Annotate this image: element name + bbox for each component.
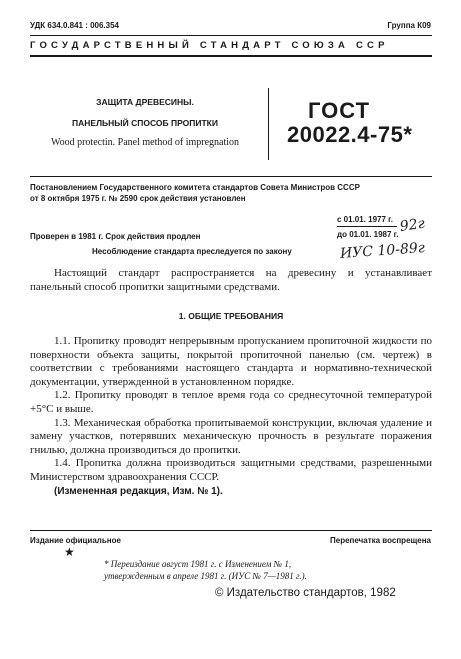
udk-code: УДК 634.0.841 : 006.354	[30, 21, 119, 30]
gost-number: 20022.4-75*	[287, 122, 413, 147]
title-english: Wood protectin. Panel method of impregnation	[50, 137, 240, 148]
section-body	[30, 335, 432, 498]
valid-to: до 01.01. 1987 г.	[337, 230, 399, 239]
footnote	[104, 558, 422, 582]
extended-note: Проверен в 1981 г. Срок действия продлен	[30, 232, 201, 241]
footnote-line-1: * Переиздание август 1981 г. с Изменением № 1,	[104, 559, 292, 569]
valid-from: с 01.01. 1977 г.	[337, 215, 393, 224]
paragraph-1-4: 1.4. Пропитка должна производиться защитными средствами, разрешенными Министерством здравоохранения СССР.	[30, 457, 432, 483]
approval-rule	[30, 176, 432, 177]
official-edition: Издание официальное	[30, 536, 121, 545]
valid-from-underline	[337, 226, 397, 227]
title-line-2: ПАНЕЛЬНЫЙ СПОСОБ ПРОПИТКИ	[72, 118, 218, 128]
intro-paragraph	[30, 267, 432, 294]
section-title: 1. ОБЩИЕ ТРЕБОВАНИЯ	[178, 311, 284, 321]
intro-text: Настоящий стандарт распространяется на древесину и устанавливает панельный способ пропитки защитными средствами.	[30, 267, 432, 293]
title-line-1: ЗАЩИТА ДРЕВЕСИНЫ.	[96, 97, 194, 107]
handwritten-year: 92г	[398, 215, 426, 235]
handwritten-note: ИУС 10-89г	[339, 240, 426, 262]
paragraph-1-1: 1.1. Пропитку проводят непрерывным пропусканием пропиточной жидкости по поверхности объекта защиты, покрытой пропиточной панелью (см. чертеж) в соответствии с требованиями настоящего стандарта и нормативно-технической документации, утвержденной в установленном порядке.	[30, 335, 432, 388]
paragraph-1-3: 1.3. Механическая обработка пропитываемой конструкции, включая удаление и замену участков, потерявших механическую прочность в результате поражения гнилью, должна производиться до пропитки.	[30, 416, 432, 456]
gost-label: ГОСТ	[308, 98, 371, 123]
approval-line-2: от 8 октября 1975 г. № 2590 срок действия установлен	[30, 194, 246, 203]
reprint-prohibited: Перепечатка воспрещена	[330, 536, 431, 545]
penalty-note: Несоблюдение стандарта преследуется по закону	[92, 247, 292, 256]
header-rule-top	[30, 35, 432, 36]
title-divider	[268, 88, 269, 160]
star-icon: ★	[64, 545, 75, 559]
header-rule-bottom	[30, 55, 432, 57]
approval-line-1: Постановлением Государственного комитета стандартов Совета Министров СССР	[30, 183, 360, 192]
group-code: Группа К09	[387, 21, 431, 30]
paragraph-1-2: 1.2. Пропитку проводят в теплое время года со среднесуточной температурой +5°С и выше.	[30, 389, 432, 415]
footnote-line-2: утвержденным в апреле 1981 г. (ИУС № 7—1981 г.).	[104, 571, 307, 581]
footer-rule	[30, 530, 432, 531]
standard-title: ГОСУДАРСТВЕННЫЙ СТАНДАРТ СОЮЗА ССР	[30, 40, 389, 51]
amendment-note: (Измененная редакция, Изм. № 1).	[54, 485, 223, 497]
copyright: © Издательство стандартов, 1982	[215, 587, 396, 599]
